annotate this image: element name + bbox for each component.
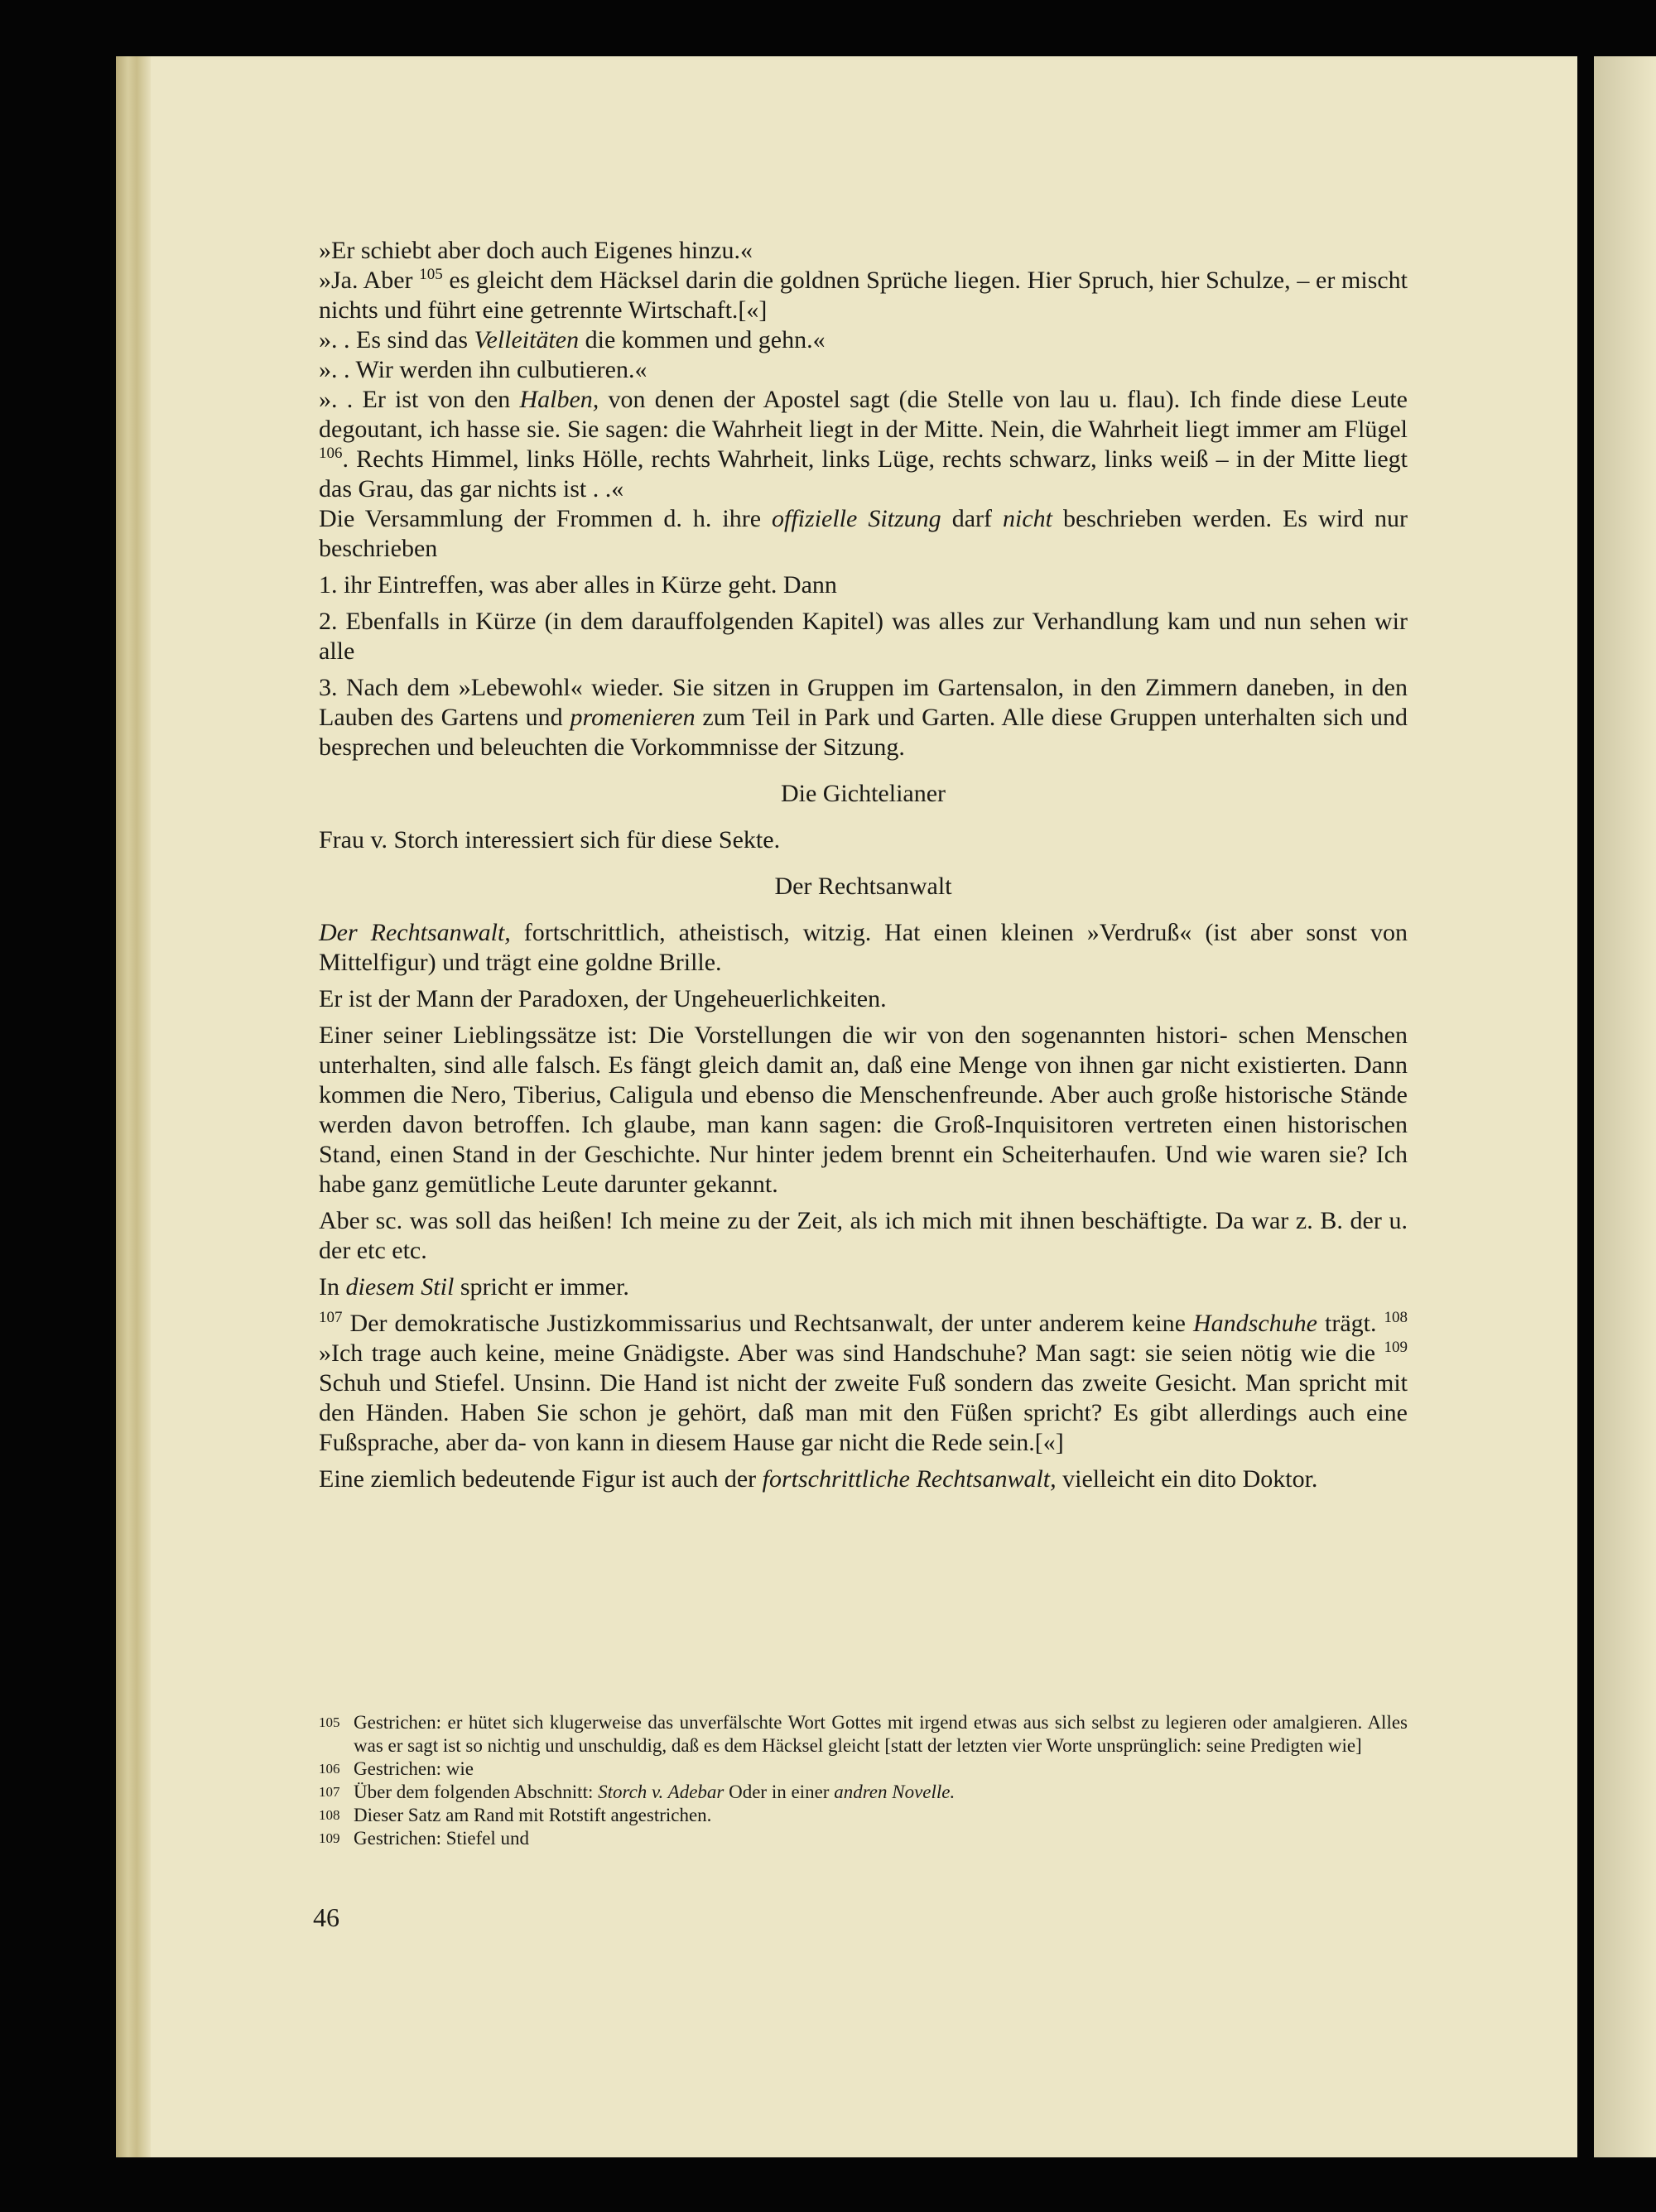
- page-edge-stack: [116, 56, 151, 2157]
- paragraph: Die Versammlung der Frommen d. h. ihre offizielle Sitzung darf nicht beschrieben werden. Es wird nur beschrieben: [319, 505, 1408, 562]
- list-item: 1. ihr Eintreffen, was aber alles in Kürze geht. Dann: [319, 571, 837, 599]
- page-number: 46: [313, 1902, 339, 1932]
- footnote-number: 106: [319, 1761, 340, 1777]
- footnote-ref[interactable]: 107: [319, 1309, 343, 1326]
- footnote: 109 Gestrichen: Stiefel und: [319, 1828, 530, 1849]
- paragraph: In diesem Stil spricht er immer.: [319, 1273, 629, 1301]
- paragraph: $^{107}$ Der demokratische Justizkommissarius und Rechtsanwalt, der unter anderem keine Handschuhe trägt. $^{108}$ »Ich trage auch keine, meine Gnädigste. Aber was sind Handschuhe? Man sagt: sie seien nötig wie die $^{109}$ Schuh und Stiefel. Unsinn. Die Hand ist nicht der zweite Fuß sondern das zweite Gesicht. Man spricht mit den Händen. Haben Sie schon je gehört, daß man mit den Füßen spricht? Es gibt allerdings auch eine Fußsprache, aber da- von kann in diesem Hause gar nicht die Rede sein.[«]: [319, 1309, 1408, 1456]
- footnotes: [319, 1711, 1408, 1850]
- footnote: 106 Gestrichen: wie: [319, 1758, 474, 1779]
- section-heading: Der Rechtsanwalt: [774, 873, 952, 900]
- paragraph: ». . Er ist von den Halben, von denen der Apostel sagt (die Stelle von lau u. flau). Ich finde diese Leute degoutant, ich hasse sie. Sie sagen: die Wahrheit liegt in der Mitte. Nein, die Wahrheit liegt immer am Flügel $^{106}$. Rechts Himmel, links Hölle, rechts Wahrheit, links Lüge, rechts schwarz, links weiß – in der Mitte liegt das Grau, das gar nichts ist . .«: [319, 386, 1408, 503]
- footnote-ref[interactable]: 109: [1384, 1339, 1408, 1356]
- section-heading: Die Gichtelianer: [780, 780, 946, 807]
- footnote: 105 Gestrichen: er hütet sich klugerweise das unverfälschte Wort Gottes mit irgend etwas aus sich selbst zu legieren oder amalgieren. Alles was er sagt ist so nichtig und unschuldig, daß es dem Häcksel gleicht [statt der letzten vier Worte unsprünglich: seine Predigten wie]: [319, 1712, 1408, 1756]
- paragraph: Aber sc. was soll das heißen! Ich meine zu der Zeit, als ich mich mit ihnen beschäftigte. Da war z. B. der u. der etc etc.: [319, 1207, 1408, 1264]
- footnote-ref[interactable]: 105: [419, 266, 443, 283]
- paragraph: Der Rechtsanwalt, fortschrittlich, atheistisch, witzig. Hat einen kleinen »Verdruß« (ist aber sonst von Mittelfigur) und trägt eine goldne Brille.: [319, 919, 1408, 976]
- footnote: 108 Dieser Satz am Rand mit Rotstift angestrichen.: [319, 1805, 712, 1825]
- list-item: 2. Ebenfalls in Kürze (in dem darauffolgenden Kapitel) was alles zur Verhandlung kam und nun sehen wir alle: [319, 608, 1408, 665]
- paragraph: ». . Wir werden ihn culbutieren.«: [319, 356, 647, 383]
- paragraph: Einer seiner Lieblingssätze ist: Die Vorstellungen die wir von den sogenannten histori- schen Menschen unterhalten, sind alle falsch. Es fängt gleich damit an, daß eine Menge von ihnen gar nicht existierten. Dann kommen die Nero, Tiberius, Caligula und ebenso die Menschenfreunde. Aber auch große historische Stände werden davon betroffen. Ich glaube, man kann sagen: die Groß-Inquisitoren vertreten einen historischen Stand, einen Stand in der Geschichte. Nur hinter jedem brennt ein Scheiterhaufen. Und wie waren sie? Ich habe ganz gemütliche Leute darunter gekannt.: [319, 1022, 1408, 1198]
- footnote-number: 105: [319, 1714, 340, 1730]
- footnote-number: 108: [319, 1807, 340, 1823]
- footnote-number: 109: [319, 1830, 340, 1846]
- main-text: [319, 236, 1408, 1501]
- list-item: 3. Nach dem »Lebewohl« wieder. Sie sitzen in Gruppen im Gartensalon, in den Zimmern daneben, in den Lauben des Gartens und promenieren zum Teil in Park und Garten. Alle diese Gruppen unterhalten sich und besprechen und beleuchten die Vorkommnisse der Sitzung.: [319, 674, 1408, 761]
- footnote-ref[interactable]: 108: [1384, 1309, 1408, 1326]
- footnote-ref[interactable]: 106: [319, 445, 343, 462]
- facing-page-edge: [1594, 56, 1656, 2157]
- paragraph: Er ist der Mann der Paradoxen, der Ungeheuerlichkeiten.: [319, 985, 887, 1012]
- footnote-number: 107: [319, 1784, 340, 1800]
- paragraph: »Ja. Aber $^{105}$ es gleicht dem Häcksel darin die goldnen Sprüche liegen. Hier Spruch, hier Schulze, – er mischt nichts und führt eine getrennte Wirtschaft.[«]: [319, 266, 1408, 324]
- footnote: 107 Über dem folgenden Abschnitt: Storch v. Adebar Oder in einer andren Novelle.: [319, 1782, 956, 1802]
- paragraph: Frau v. Storch interessiert sich für diese Sekte.: [319, 826, 781, 854]
- paragraph: Eine ziemlich bedeutende Figur ist auch der fortschrittliche Rechtsanwalt, vielleicht ein dito Doktor.: [319, 1465, 1318, 1493]
- paragraph: »Er schiebt aber doch auch Eigenes hinzu.«: [319, 237, 753, 264]
- paragraph: ». . Es sind das Velleitäten die kommen und gehn.«: [319, 326, 826, 353]
